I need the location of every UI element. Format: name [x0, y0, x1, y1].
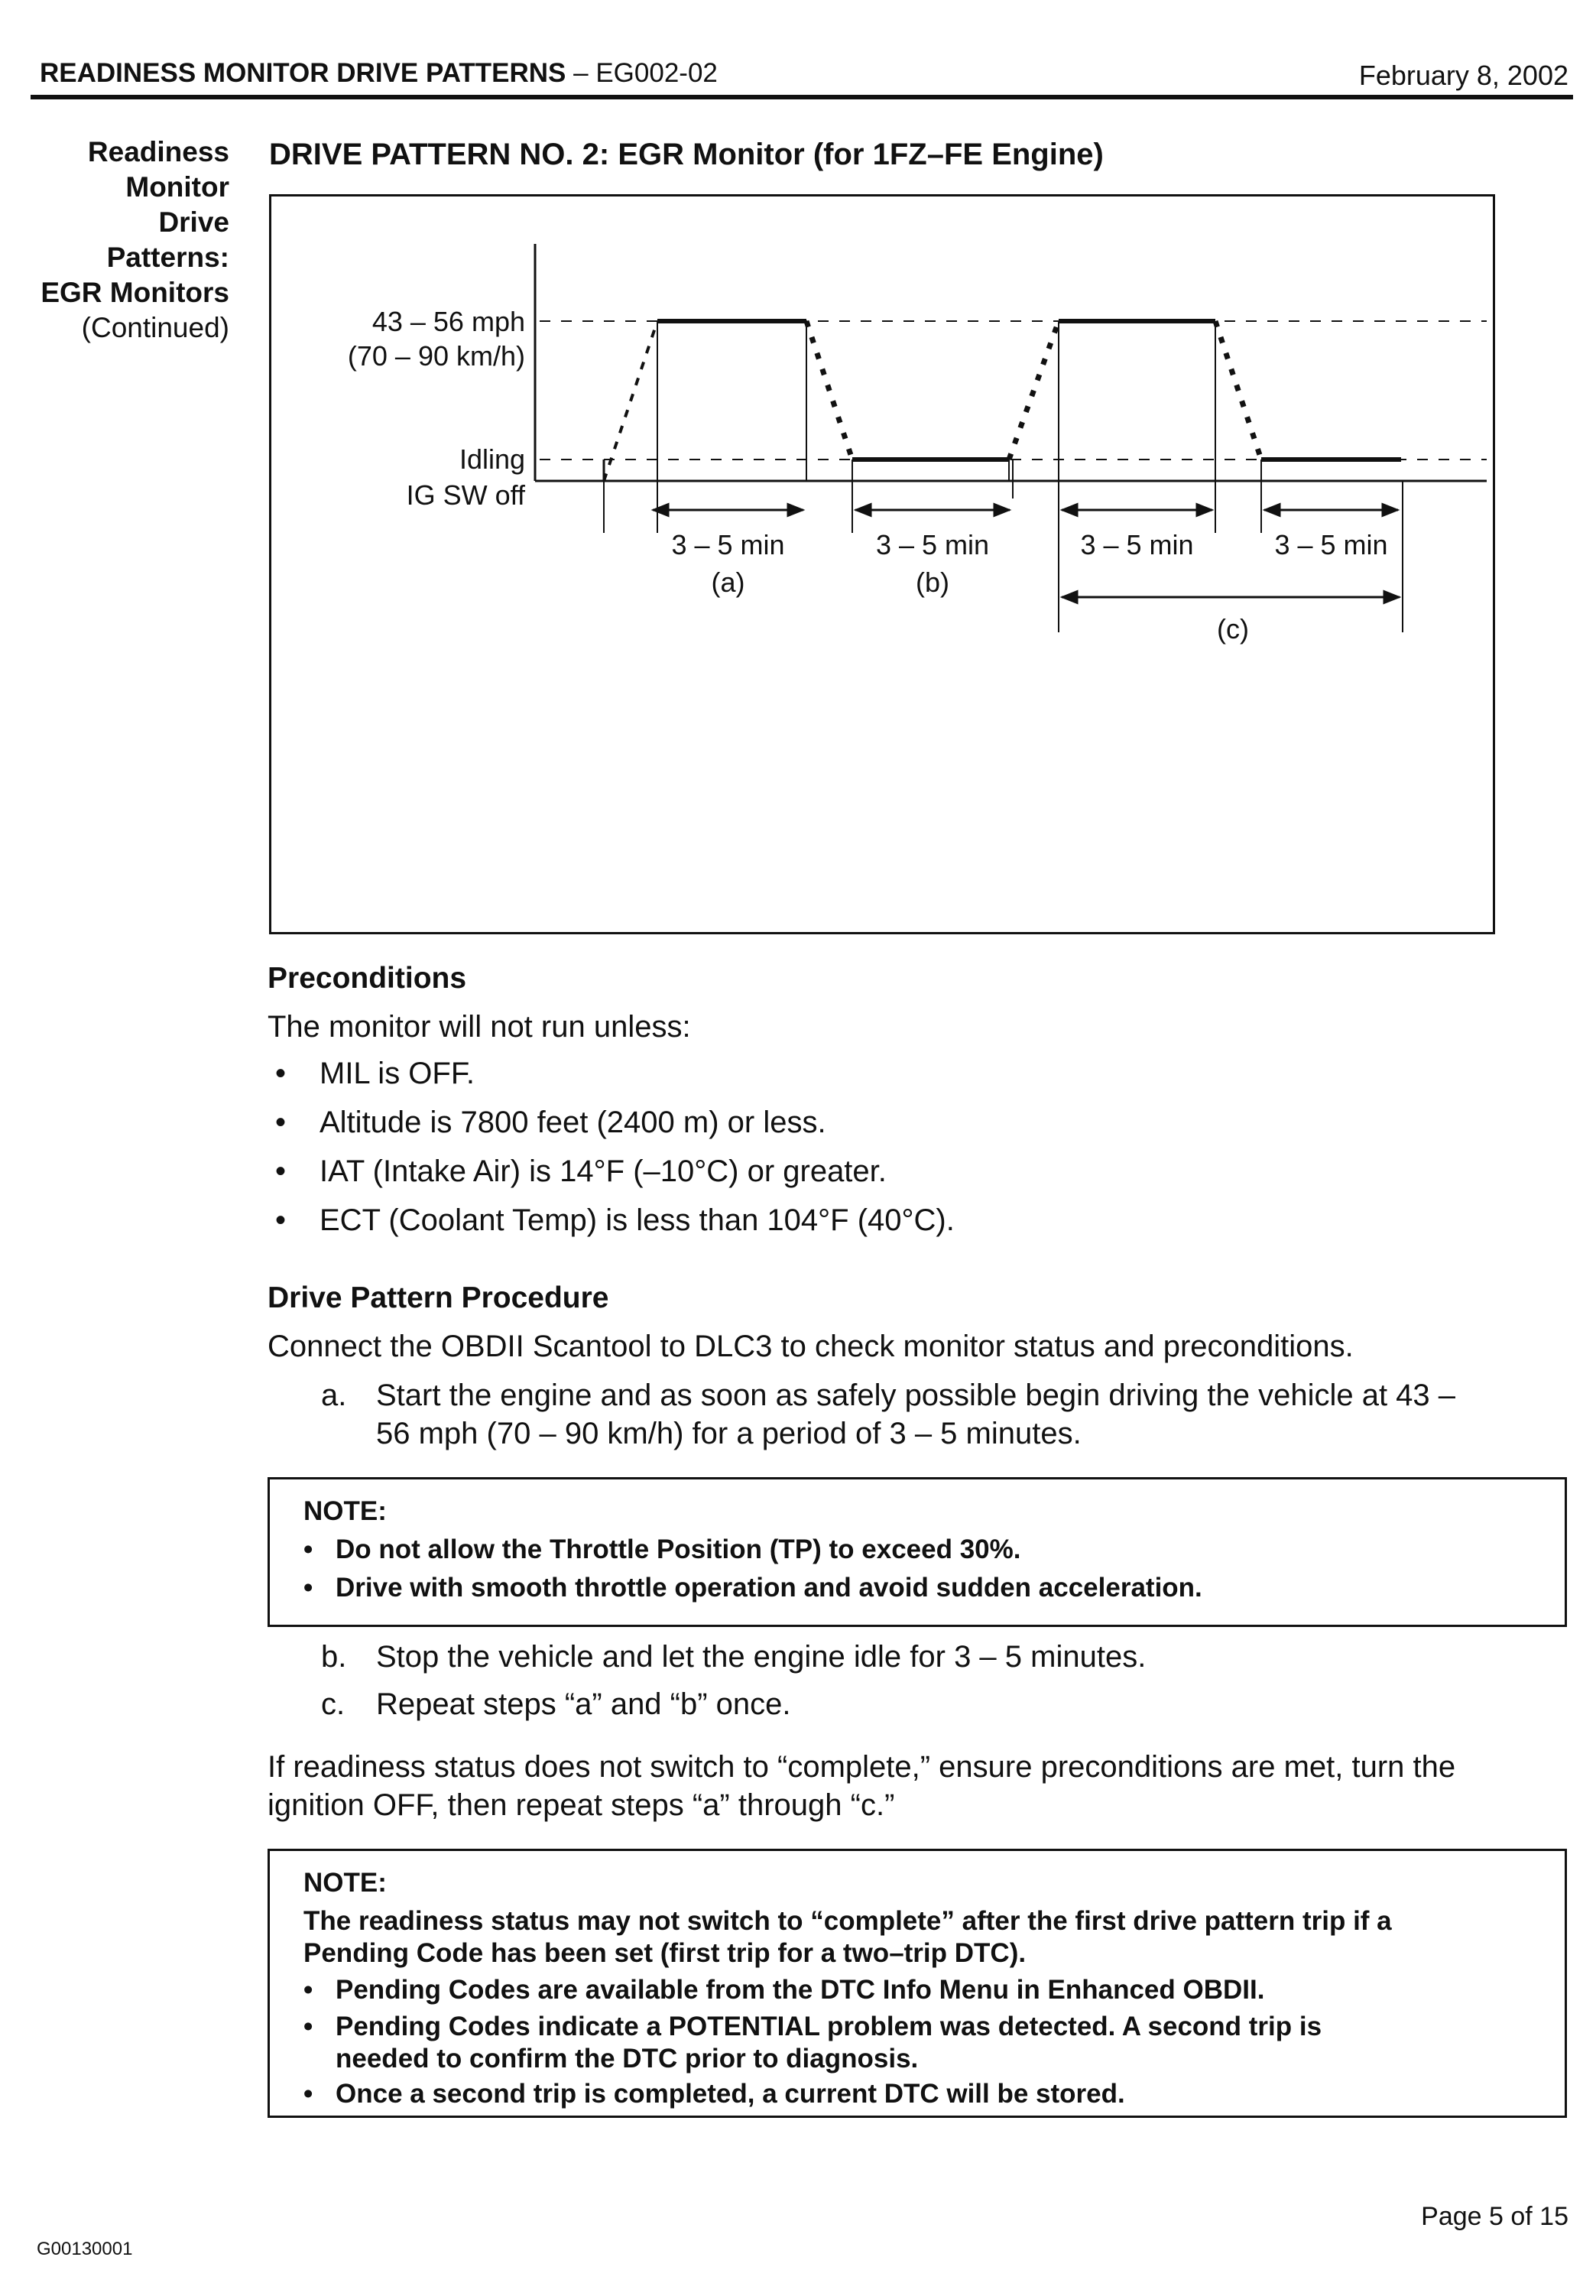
header-doc-id: – EG002-02: [566, 58, 718, 88]
procedure-heading: Drive Pattern Procedure: [268, 1281, 609, 1314]
y-label-cruise: 43 – 56 mph: [371, 306, 525, 337]
bullet-marker: •: [275, 1106, 287, 1139]
precondition-item: IAT (Intake Air) is 14°F (–10°C) or greater.: [320, 1154, 887, 1188]
sidebar-line: Readiness: [87, 136, 229, 167]
closing-line1: If readiness status does not switch to “complete,” ensure preconditions are met, turn the: [268, 1750, 1456, 1784]
duration-label: 3 – 5 min: [671, 529, 785, 560]
step-c-letter: c.: [321, 1687, 345, 1721]
bullet-marker: •: [303, 1534, 313, 1564]
header-title-text: READINESS MONITOR DRIVE PATTERNS: [40, 58, 566, 88]
transition-line: [806, 321, 852, 460]
step-a-letter: a.: [321, 1379, 347, 1412]
duration-label: 3 – 5 min: [1274, 529, 1388, 560]
bullet-marker: •: [303, 2079, 313, 2109]
transition-line: [1215, 321, 1261, 460]
step-b-text: Stop the vehicle and let the engine idle for 3 – 5 minutes.: [376, 1640, 1147, 1674]
bullet-marker: •: [303, 1573, 313, 1603]
footer-figure-code: G00130001: [37, 2239, 133, 2259]
note-title: NOTE:: [303, 1868, 387, 1898]
step-b-letter: b.: [321, 1640, 347, 1674]
note-item-continued: needed to confirm the DTC prior to diagnosis.: [336, 2044, 919, 2074]
note-item: Drive with smooth throttle operation and avoid sudden acceleration.: [336, 1573, 1202, 1603]
bullet-marker: •: [275, 1203, 287, 1237]
sidebar-line: EGR Monitors: [41, 277, 229, 308]
footer-page-number: Page 5 of 15: [1421, 2202, 1568, 2231]
transition-line: [604, 321, 657, 481]
header-date: February 8, 2002: [1358, 60, 1568, 91]
duration-label: 3 – 5 min: [875, 529, 990, 560]
bullet-marker: •: [303, 1975, 313, 2005]
note-intro-line1: The readiness status may not switch to “complete” after the first drive pattern trip if a: [303, 1906, 1392, 1936]
sidebar-line: Monitor: [125, 171, 229, 203]
chart-title: DRIVE PATTERN NO. 2: EGR Monitor (for 1FZ–FE Engine): [269, 138, 1104, 171]
bullet-marker: •: [275, 1154, 287, 1188]
segment-tag: (a): [711, 567, 745, 598]
preconditions-heading: Preconditions: [268, 962, 467, 995]
note-intro-line2: Pending Code has been set (first trip for a two–trip DTC).: [303, 1938, 1027, 1968]
closing-line2: ignition OFF, then repeat steps “a” through “c.”: [268, 1788, 895, 1822]
note-box-pending-codes: [268, 1849, 1567, 2118]
note-item: Pending Codes indicate a POTENTIAL problem was detected. A second trip is: [336, 2012, 1322, 2041]
sidebar-line: Patterns:: [106, 242, 229, 273]
transition-line: [1009, 321, 1059, 460]
note-item: Pending Codes are available from the DTC Info Menu in Enhanced OBDII.: [336, 1975, 1265, 2005]
preconditions-intro: The monitor will not run unless:: [268, 1010, 691, 1044]
header-rule: [31, 95, 1573, 99]
drive-pattern-chart: [271, 196, 1493, 932]
y-label-idling: Idling: [459, 443, 525, 475]
sidebar-caption: [0, 135, 229, 346]
y-label-ig-sw-off: IG SW off: [406, 479, 525, 511]
step-a-line2: 56 mph (70 – 90 km/h) for a period of 3 – 5 minutes.: [376, 1417, 1082, 1450]
page-header-title: [40, 58, 718, 89]
precondition-item: Altitude is 7800 feet (2400 m) or less.: [320, 1106, 826, 1139]
segment-tag: (b): [916, 567, 949, 598]
precondition-item: ECT (Coolant Temp) is less than 104°F (40°C).: [320, 1203, 955, 1237]
procedure-intro: Connect the OBDII Scantool to DLC3 to check monitor status and preconditions.: [268, 1330, 1354, 1363]
precondition-item: MIL is OFF.: [320, 1057, 475, 1090]
note-title: NOTE:: [303, 1496, 387, 1526]
duration-label: 3 – 5 min: [1080, 529, 1194, 560]
note-item: Once a second trip is completed, a current DTC will be stored.: [336, 2079, 1125, 2109]
bullet-marker: •: [303, 2012, 313, 2041]
bullet-marker: •: [275, 1057, 287, 1090]
note-box-throttle: [268, 1477, 1567, 1627]
span-tag-c: (c): [1217, 613, 1249, 645]
y-label-cruise-metric: (70 – 90 km/h): [347, 340, 525, 372]
step-c-text: Repeat steps “a” and “b” once.: [376, 1687, 791, 1721]
sidebar-line: Drive: [158, 206, 229, 238]
step-a-line1: Start the engine and as soon as safely possible begin driving the vehicle at 43 –: [376, 1379, 1456, 1412]
chart-frame: [269, 194, 1495, 934]
sidebar-continued: (Continued): [81, 312, 229, 343]
note-item: Do not allow the Throttle Position (TP) to exceed 30%.: [336, 1534, 1021, 1564]
